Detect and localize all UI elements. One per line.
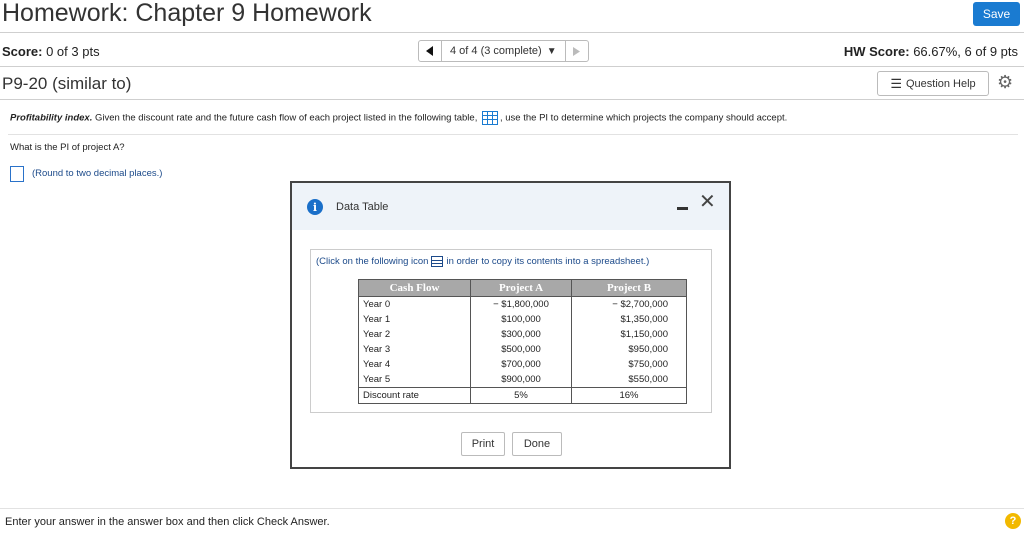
- table-cell: Year 2: [359, 327, 471, 342]
- prompt-term: Profitability index.: [10, 112, 93, 124]
- page-title: Homework: Chapter 9 Homework: [2, 0, 372, 27]
- table-cell: $750,000: [572, 357, 687, 372]
- question-help-button[interactable]: [877, 71, 989, 96]
- copy-note-1: (Click on the following icon: [316, 256, 429, 268]
- next-question-button[interactable]: [565, 40, 589, 62]
- divider: [0, 99, 1024, 100]
- done-button[interactable]: Done: [512, 432, 562, 456]
- question-ask: What is the PI of project A?: [10, 142, 125, 153]
- print-button[interactable]: Print: [461, 432, 505, 456]
- hw-score-label: HW Score:: [843, 44, 910, 59]
- dialog-title: Data Table: [336, 201, 389, 213]
- copy-note: [316, 256, 649, 267]
- minimize-icon[interactable]: [677, 207, 688, 210]
- question-position: 4 of 4 (3 complete): [450, 45, 542, 57]
- divider: [0, 66, 1024, 67]
- copy-note-2: in order to copy its contents into a spreadsheet.): [446, 256, 650, 268]
- close-icon[interactable]: ✕: [699, 191, 716, 213]
- table-cell: $500,000: [471, 342, 572, 357]
- table-cell: 5%: [471, 388, 572, 404]
- table-cell: $300,000: [471, 327, 572, 342]
- hw-score-value: 66.67%, 6 of 9 pts: [913, 44, 1018, 59]
- save-button[interactable]: Save: [973, 2, 1020, 26]
- table-cell: − $2,700,000: [572, 297, 687, 313]
- answer-input[interactable]: [10, 166, 24, 182]
- column-header: Project A: [471, 280, 572, 297]
- question-selector[interactable]: [442, 40, 565, 62]
- table-cell: $100,000: [471, 312, 572, 327]
- score-value: 0 of 3 pts: [46, 44, 100, 59]
- table-cell: Year 5: [359, 372, 471, 388]
- spreadsheet-copy-icon[interactable]: [431, 256, 443, 267]
- table-row: [359, 388, 687, 404]
- info-icon: i: [307, 199, 323, 215]
- table-cell: $700,000: [471, 357, 572, 372]
- question-prompt: [10, 111, 787, 125]
- score: [2, 44, 100, 59]
- footer-instruction: Enter your answer in the answer box and then click Check Answer.: [5, 516, 330, 528]
- hw-score: [844, 44, 1018, 59]
- table-icon[interactable]: [482, 111, 498, 125]
- data-table-dialog: [290, 181, 731, 469]
- table-cell: $900,000: [471, 372, 572, 388]
- table-row: [359, 312, 687, 327]
- data-table-panel: [310, 249, 712, 413]
- list-icon: ☰: [890, 75, 902, 91]
- cash-flow-table: [358, 279, 687, 404]
- table-cell: $950,000: [572, 342, 687, 357]
- question-navigator: [418, 40, 589, 62]
- rounding-note: (Round to two decimal places.): [32, 168, 163, 179]
- divider: [0, 32, 1024, 33]
- question-id: P9-20 (similar to): [2, 74, 132, 93]
- table-cell: Year 0: [359, 297, 471, 313]
- table-row: [359, 327, 687, 342]
- dialog-header: [292, 183, 729, 230]
- table-header-row: [359, 280, 687, 297]
- table-row: [359, 372, 687, 388]
- table-cell: $550,000: [572, 372, 687, 388]
- caret-down-icon: ▼: [546, 45, 557, 57]
- divider: [8, 134, 1018, 135]
- table-cell: Year 1: [359, 312, 471, 327]
- table-cell: $1,350,000: [572, 312, 687, 327]
- table-cell: 16%: [572, 388, 687, 404]
- prompt-text-2: , use the PI to determine which projects the company should accept.: [499, 112, 788, 124]
- column-header: Project B: [572, 280, 687, 297]
- table-cell: Year 3: [359, 342, 471, 357]
- gear-icon[interactable]: ⚙: [997, 72, 1014, 92]
- arrow-right-icon: [573, 47, 580, 56]
- table-cell: $1,150,000: [572, 327, 687, 342]
- table-cell: Year 4: [359, 357, 471, 372]
- table-cell: Discount rate: [359, 388, 471, 404]
- divider: [0, 508, 1024, 509]
- column-header: Cash Flow: [359, 280, 471, 297]
- score-label: Score:: [2, 44, 43, 59]
- table-row: [359, 357, 687, 372]
- previous-question-button[interactable]: [418, 40, 442, 62]
- table-row: [359, 297, 687, 313]
- arrow-left-icon: [426, 46, 434, 56]
- prompt-text-1: Given the discount rate and the future cash flow of each project listed in the following table,: [95, 112, 478, 124]
- table-row: [359, 342, 687, 357]
- help-icon[interactable]: ?: [1005, 513, 1021, 529]
- question-help-label: Question Help: [905, 77, 976, 90]
- table-cell: − $1,800,000: [471, 297, 572, 313]
